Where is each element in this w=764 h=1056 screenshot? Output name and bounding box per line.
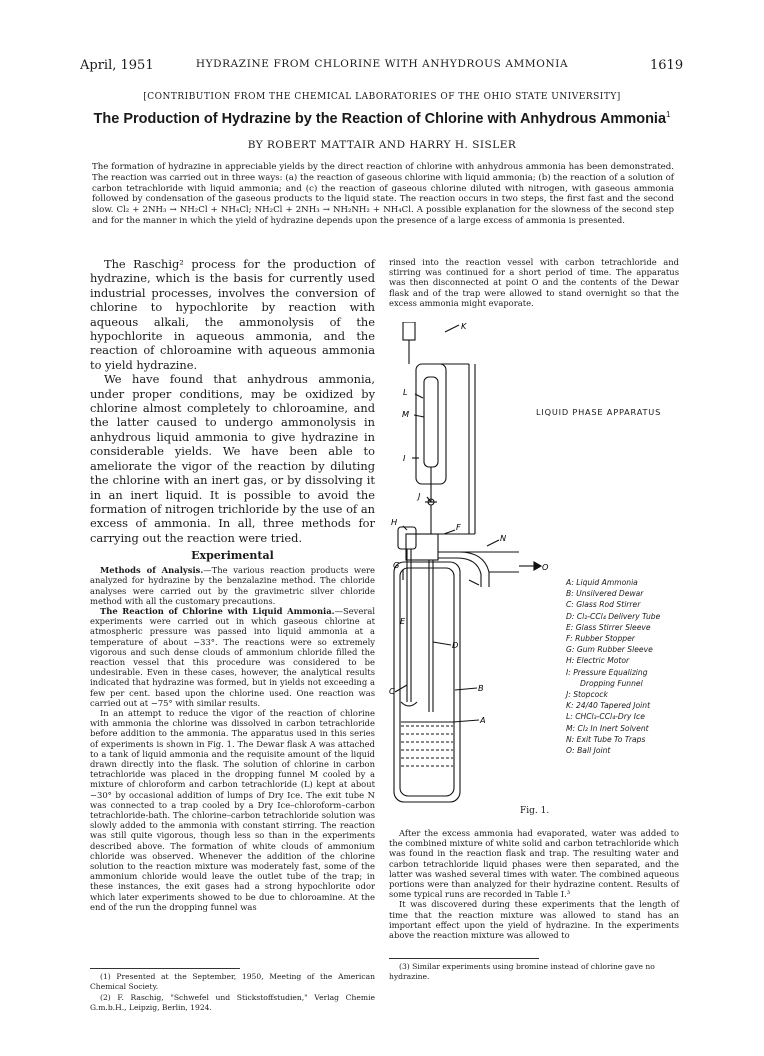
label-k: K — [461, 322, 467, 331]
legend-item: I: Pressure Equalizing — [566, 667, 648, 677]
methods-paragraph — [90, 565, 375, 606]
tapered-joint-k — [403, 322, 415, 340]
legend-item: O: Ball Joint — [566, 746, 611, 756]
legend-item: Dropping Funnel — [580, 678, 643, 688]
legend-item: N: Exit Tube To Traps — [566, 734, 646, 744]
legend-item: M: Cl₂ In Inert Solvent — [566, 723, 649, 733]
footnote: (2) F. Raschig, "Schwefel und Stickstoffstudien," Verlag Chemie G.m.b.H., Leipzig, Berlin, 1924. — [90, 993, 375, 1012]
label-e: E — [400, 616, 406, 626]
leader-k — [445, 325, 459, 332]
abstract: The formation of hydrazine in appreciable yields by the direct reaction of chlorine with anhydrous ammonia has been demonstrated. The reaction was carried out in three ways: (a) the reaction of gaseous chlorine with liquid ammonia; (b) the reaction of a solution of carbon tetrachloride with liquid ammonia; and (c) the reaction of gaseous chlorine diluted with nitrogen, with gaseous ammonia followed by condensation of the gaseous products to the liquid state. The reaction occurs in two steps, the first fast and the second slow. Cl₂ + 2NH₃ → NH₂Cl + NH₄Cl; NH₂Cl + 2NH₃ → NH₂NH₂ + NH₄Cl. A possible explanation for the slowness of the second step and for the manner in which the yield of hydrazine depends upon the presence of a large excess of ammonia is presented. — [92, 162, 674, 226]
page-number: 1619 — [650, 58, 684, 73]
label-j: J — [418, 491, 421, 501]
legend-item: G: Gum Rubber Sleeve — [566, 645, 653, 655]
footnote: (1) Presented at the September, 1950, Meeting of the American Chemical Society. — [90, 972, 375, 991]
figure-legend — [566, 577, 696, 756]
title-text: The Production of Hydrazine by the Reaction of Chlorine with Anhydrous Ammonia — [93, 110, 667, 127]
label-i: I — [403, 453, 406, 463]
label-h: H — [391, 517, 398, 527]
legend-item: A: Liquid Ammonia — [566, 578, 638, 587]
leader-c — [395, 685, 407, 692]
legend-item: E: Glass Stirrer Sleeve — [566, 622, 651, 632]
leader-b — [455, 688, 477, 690]
label-f: F — [456, 522, 461, 532]
label-a: A — [480, 715, 486, 725]
legend-item: J: Stopcock — [566, 690, 608, 700]
intro-paragraph: We have found that anhydrous ammonia, under proper conditions, may be oxidized by chlorine almost completely to chloroamine, and the latter caused to undergo ammonolysis in anhydrous liquid ammonia to give hydrazine in considerable yields. We have been able to ameliorate the vigor of the reaction by diluting the chlorine with an inert gas, or by dissolving it in an inert liquid. It is possible to avoid the formation of nitrogen trichloride by the use of an excess of ammonia. In all, three methods for carrying out the reaction were tried. — [90, 372, 375, 545]
footnote-rule — [389, 958, 539, 959]
running-title: HYDRAZINE FROM CHLORINE WITH ANHYDROUS AMMONIA — [195, 58, 569, 70]
left-column — [90, 257, 375, 912]
label-n: N — [500, 533, 507, 543]
label-o: O — [542, 562, 549, 572]
section-heading: Experimental — [191, 549, 274, 563]
intro-paragraph: The Raschig² process for the production of hydrazine, which is the basis for currently used industrial processes, involves the conversion of chlorine to hypochlorite by reaction with aqueous alkali, the ammonolysis of the hypochlorite in aqueous ammonia, and the reaction of chloroamine with aqueous ammonia to yield hydrazine. — [90, 257, 375, 372]
contribution-line: [CONTRIBUTION FROM THE CHEMICAL LABORATORIES OF THE OHIO STATE UNIVERSITY] — [143, 92, 621, 102]
right-top-paragraph: rinsed into the reaction vessel with carbon tetrachloride and stirring was continued for a short period of time. The apparatus was then disconnected at point O and the contents of the Dewar flask and of the trap were allowed to stand overnight so that the excess ammonia might evaporate. — [389, 257, 679, 308]
legend-item: L: CHCl₃-CCl₄-Dry Ice — [566, 712, 645, 722]
label-c: C — [389, 686, 395, 696]
stirrer-paddle — [401, 702, 417, 706]
flow-arrow — [534, 562, 541, 570]
legend-item: F: Rubber Stopper — [566, 634, 635, 644]
legend-item: B: Unsilvered Dewar — [566, 589, 644, 599]
legend-item: K: 24/40 Tapered Joint — [566, 701, 651, 711]
leader-d — [433, 642, 451, 645]
label-m: M — [402, 409, 410, 419]
methods-head: Methods of Analysis. — [100, 565, 204, 576]
leader-k2 — [469, 580, 479, 585]
label-g: G — [393, 560, 400, 570]
title-footnote-mark: 1 — [666, 110, 671, 119]
procedure-paragraph: In an attempt to reduce the vigor of the reaction of chlorine with ammonia the chlorine was dissolved in carbon tetrachloride before addition to the ammonia. The apparatus used in this series of experiments is shown in Fig. 1. The Dewar flask A was attached to a tank of liquid ammonia and the requisite amount of the liquid drawn directly into the flask. The solution of chlorine in carbon tetrachloride was placed in the dropping funnel M cooled by a mixture of chloroform and carbon tetrachloride (L) kept at about −30° by occasional addition of lumps of Dry Ice. The exit tube N was connected to a trap cooled by a Dry Ice–chloroform–carbon tetrachloride-bath. The chlorine–carbon tetrachloride solution was slowly added to the ammonia with constant stirring. The reaction was still quite vigorous, though less so than in the experiments described above. The formation of white clouds of ammonium chloride was observed. Whenever the addition of the chlorine solution to the reaction mixture was moderately fast, some of the ammonium chloride would leave the outlet tube of the trap; in these instances, the exit gases had a strong hypochlorite odor which later experiments showed to be due to chloroamine. At the end of the run the dropping funnel was — [90, 707, 375, 912]
article-title — [0, 110, 764, 127]
label-d: D — [452, 640, 459, 650]
leader-n — [487, 540, 499, 546]
reaction-paragraph — [90, 606, 375, 708]
footnote-rule — [90, 968, 240, 969]
legend-item: C: Glass Rod Stirrer — [566, 600, 641, 610]
discovery-paragraph: It was discovered during these experiments that the length of time that the reaction mixture was allowed to stand has an important effect upon the yield of hydrazine. In the experiments above the reaction mixture was allowed to — [389, 899, 679, 941]
label-b: B — [478, 683, 484, 693]
methods-text: —The various reaction products were analyzed for hydrazine by the benzalazine method. The chloride analyses were carried out by the gravimetric silver chloride method with all the customary precautions. — [90, 565, 376, 606]
label-l: L — [403, 387, 408, 397]
right-column-top — [389, 257, 679, 308]
reaction-text: —Several experiments were carried out in which gaseous chlorine at atmospheric pressure was passed into liquid ammonia at a temperature of about −33°. The reactions were so extremely vigorous and such dense clouds of ammonium chloride filled the reaction vessel that this procedure was considered to be undesirable. Even in these cases, however, the analytical results indicated that hydrazine was formed, but in yields not exceeding a few per cent. based upon the chlorine used. One reaction was carried out at −75° with similar results. — [90, 605, 375, 708]
figure-caption: Fig. 1. — [520, 806, 550, 816]
header-date: April, 1951 — [80, 58, 154, 73]
leader-a — [453, 720, 479, 722]
figure-title: LIQUID PHASE APPARATUS — [536, 407, 662, 417]
legend-item: D: Cl₂-CCl₄ Delivery Tube — [566, 611, 661, 621]
authors: BY ROBERT MATTAIR AND HARRY H. SISLER — [247, 139, 517, 151]
right-column-bottom — [389, 828, 679, 940]
footnotes-left — [90, 972, 375, 1014]
results-paragraph: After the excess ammonia had evaporated, water was added to the combined mixture of white solid and carbon tetrachloride which was found in the reaction flask and trap. The resulting water and carbon tetrachloride liquid phases were then separated, and the latter was washed several times with water. The combined aqueous portions were than analyzed for their hydrazine content. Results of some typical runs are recorded in Table I.³ — [389, 828, 679, 900]
reaction-head: The Reaction of Chlorine with Liquid Ammonia. — [100, 605, 335, 616]
cooling-jacket-l — [416, 364, 446, 484]
footnote-right: (3) Similar experiments using bromine instead of chlorine gave no hydrazine. — [389, 962, 655, 981]
electric-motor-h — [398, 527, 416, 549]
dropping-funnel-m — [424, 377, 438, 467]
legend-item: H: Electric Motor — [566, 656, 630, 666]
leader-f — [444, 530, 455, 534]
